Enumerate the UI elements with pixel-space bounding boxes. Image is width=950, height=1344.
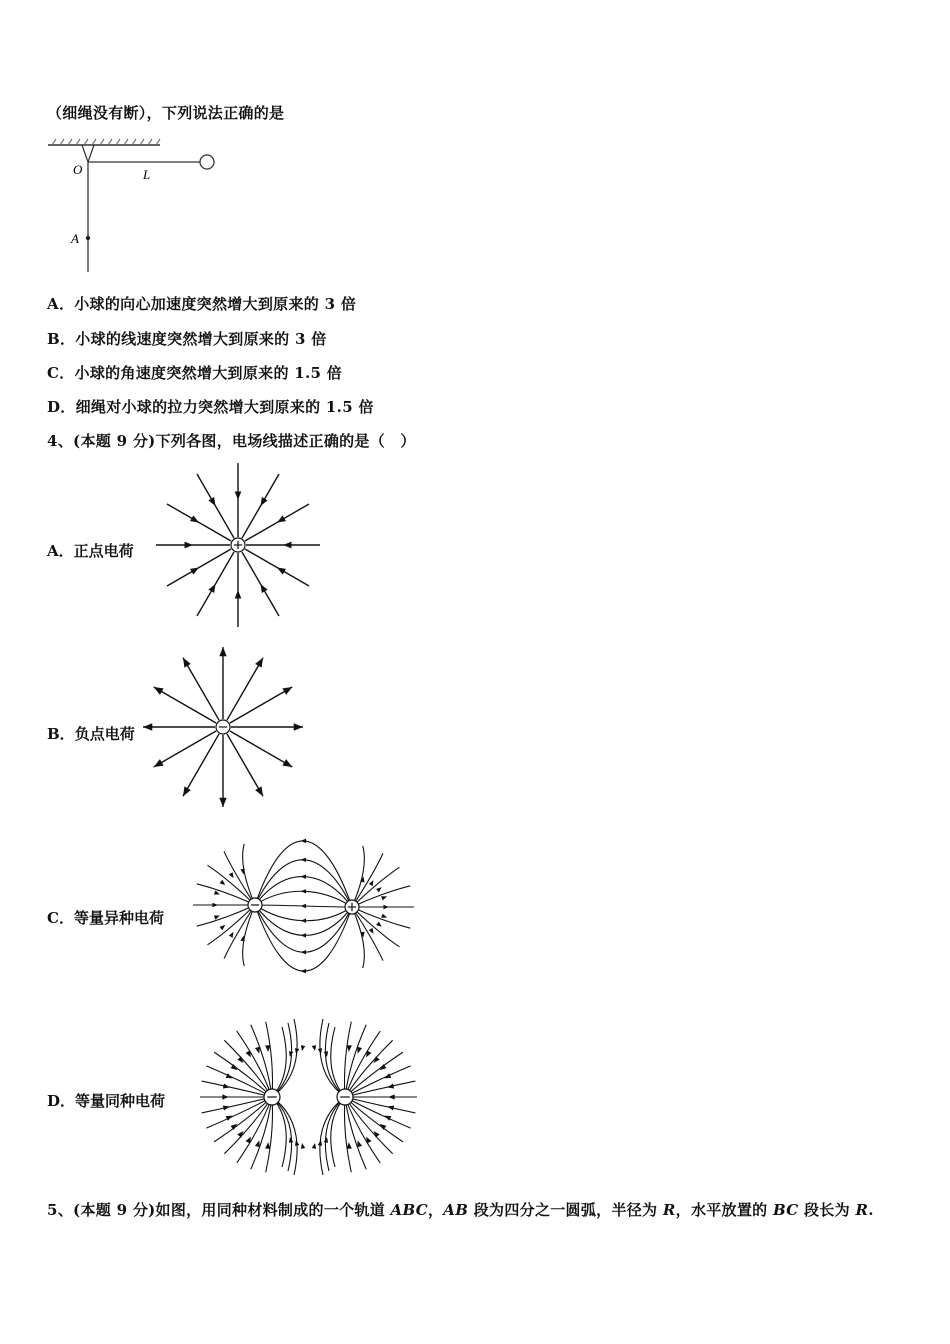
field-line <box>230 687 292 723</box>
field-line <box>242 474 279 538</box>
field-line <box>197 552 234 616</box>
arrowhead <box>154 759 164 767</box>
arrowhead <box>369 928 374 934</box>
arrowhead <box>366 1137 371 1144</box>
field-line <box>345 1097 380 1163</box>
q3-option-b <box>47 328 327 349</box>
field-line <box>352 907 383 961</box>
arrowhead <box>214 915 220 919</box>
positive-charge-field-diagram <box>155 462 325 630</box>
q4-option-a-label <box>47 540 134 561</box>
arrowhead <box>301 874 307 878</box>
arrowhead <box>376 887 382 892</box>
q5-text-1: (本题 9 分)如图，用同种材料制成的一个轨道 <box>73 1201 391 1219</box>
field-line <box>224 905 255 959</box>
arrowhead <box>384 1116 391 1121</box>
arrowhead <box>220 925 226 930</box>
arrowhead <box>283 542 291 549</box>
negative-charge-icon <box>337 1089 353 1105</box>
arrowhead <box>282 687 292 695</box>
field-line <box>167 549 231 586</box>
field-line <box>320 1019 345 1097</box>
field-line <box>325 1023 345 1097</box>
positive-charge-icon <box>345 900 359 914</box>
field-line <box>345 1031 380 1097</box>
arrowhead <box>301 839 307 843</box>
arrowhead <box>190 568 199 575</box>
option-text: 小球的角速度突然增大到原来的 1.5 倍 <box>74 364 343 382</box>
field-line <box>245 549 309 586</box>
arrowhead <box>381 896 387 900</box>
arrowhead <box>235 590 242 598</box>
field-line <box>197 905 255 926</box>
arrowhead <box>190 515 199 522</box>
field-line <box>272 1097 297 1175</box>
field-line <box>183 658 219 720</box>
arrowhead <box>265 1142 270 1149</box>
field-line <box>272 1023 292 1097</box>
arrowhead <box>277 515 286 522</box>
option-letter: A． <box>47 542 74 560</box>
field-line <box>154 687 216 723</box>
field-line <box>345 1081 415 1097</box>
negative-charge-icon <box>248 898 262 912</box>
option-letter: B． <box>47 725 75 743</box>
arrowhead <box>229 932 234 938</box>
option-text: 小球的线速度突然增大到原来的 3 倍 <box>75 330 327 348</box>
arrowhead <box>376 922 382 927</box>
question-text: (本题 9 分)下列各图，电场线描述正确的是（ ） <box>73 432 416 450</box>
q5-text-3: 段为四分之一圆弧，半径为 <box>468 1201 663 1219</box>
pendulum-diagram <box>40 135 230 280</box>
arrowhead <box>255 1140 260 1147</box>
q5-text-4: ，水平放置的 <box>675 1201 773 1219</box>
field-line <box>227 734 263 796</box>
field-line <box>255 905 352 952</box>
arrowhead <box>347 1045 352 1052</box>
arrowhead <box>226 1116 233 1121</box>
field-line <box>197 474 234 538</box>
arrowhead <box>312 1143 316 1149</box>
field-line <box>183 734 219 796</box>
arrowhead <box>301 1143 305 1149</box>
arrowhead <box>301 933 307 937</box>
arrowhead <box>294 723 303 730</box>
field-line <box>272 1097 292 1171</box>
field-line <box>331 1027 345 1097</box>
option-letter: B． <box>47 330 76 348</box>
field-line <box>352 907 410 928</box>
q3-option-a <box>47 293 356 314</box>
arrowhead <box>301 918 307 922</box>
arrowhead <box>219 798 226 807</box>
option-text: 细绳对小球的拉力突然增大到原来的 1.5 倍 <box>75 398 374 416</box>
arrowhead <box>208 497 215 506</box>
pendulum-label-o: O <box>73 162 83 177</box>
arrowhead <box>223 1105 230 1110</box>
q5-text-6: . <box>868 1201 874 1219</box>
field-line <box>344 1097 351 1172</box>
arrowhead <box>387 1105 394 1110</box>
arrowhead <box>219 647 226 656</box>
option-text: 正点电荷 <box>73 542 134 560</box>
field-line <box>272 1097 286 1167</box>
arrowhead <box>383 905 389 909</box>
arrowhead <box>208 584 215 593</box>
option-text: 小球的向心加速度突然增大到原来的 3 倍 <box>74 295 357 313</box>
field-line <box>206 1066 272 1097</box>
arrowhead <box>357 1047 362 1054</box>
field-line <box>197 884 255 905</box>
field-line <box>272 1019 297 1097</box>
arrowhead <box>223 1083 230 1088</box>
arrowhead <box>246 1050 251 1057</box>
q3-option-d <box>47 396 374 417</box>
q4-stem <box>47 430 416 451</box>
option-letter: C． <box>47 909 74 927</box>
arrowhead <box>301 969 307 973</box>
option-text: 等量同种电荷 <box>75 1092 166 1110</box>
q4-option-d-label <box>47 1090 165 1111</box>
option-letter: D． <box>47 398 76 416</box>
pendulum-label-l: L <box>143 167 151 182</box>
field-line <box>352 886 410 907</box>
q4-option-c-label <box>47 907 164 928</box>
arrowhead <box>229 872 234 878</box>
option-text: 等量异种电荷 <box>73 909 164 927</box>
arrowhead <box>357 1140 362 1147</box>
arrowhead <box>255 786 263 796</box>
field-line <box>154 731 216 767</box>
pendulum-label-a: A <box>71 231 79 246</box>
field-line <box>245 504 309 541</box>
field-line <box>202 1081 272 1097</box>
q5-var-r2: R <box>855 1201 869 1219</box>
arrowhead <box>312 1045 316 1051</box>
arrowhead <box>235 492 242 500</box>
arrowhead <box>255 658 263 668</box>
q5-var-ab: AB <box>443 1201 469 1219</box>
negative-charge-icon <box>216 720 230 734</box>
arrowhead <box>347 1142 352 1149</box>
field-line <box>242 552 279 616</box>
arrowhead <box>387 1083 394 1088</box>
like-charges-field-diagram <box>185 1013 430 1175</box>
q5-var-abc: ABC <box>390 1201 428 1219</box>
arrowhead <box>265 1045 270 1052</box>
arrowhead <box>261 584 268 593</box>
q5-stem <box>47 1199 874 1220</box>
arrowhead <box>261 497 268 506</box>
option-letter: C． <box>47 364 75 382</box>
arrowhead <box>282 759 292 767</box>
q5-var-r: R <box>662 1201 676 1219</box>
arrowhead <box>388 1094 395 1099</box>
field-line <box>325 1097 345 1171</box>
opposite-charges-field-diagram <box>185 838 425 978</box>
arrowhead <box>183 658 191 668</box>
arrowhead <box>366 1050 371 1057</box>
arrowhead <box>246 1137 251 1144</box>
field-line <box>230 731 292 767</box>
arrowhead <box>143 723 152 730</box>
q5-text-5: 段长为 <box>798 1201 856 1219</box>
arrowhead <box>384 1073 391 1078</box>
field-line <box>344 1022 351 1097</box>
q5-var-bc: BC <box>772 1201 799 1219</box>
arrowhead <box>185 542 193 549</box>
field-line <box>255 860 352 907</box>
field-line <box>345 1097 415 1113</box>
field-line <box>224 851 255 905</box>
arrowhead <box>212 903 218 907</box>
field-line <box>320 1097 345 1175</box>
q5-text-2: ， <box>427 1201 444 1219</box>
arrowhead <box>255 1047 260 1054</box>
field-line <box>345 1097 411 1128</box>
option-text: 负点电荷 <box>74 725 135 743</box>
arrowhead <box>301 889 307 893</box>
field-line <box>237 1097 272 1163</box>
intro-text: （细绳没有断），下列说法正确的是 <box>47 104 285 122</box>
field-line <box>227 658 263 720</box>
field-line <box>206 1097 272 1128</box>
field-line <box>266 1022 273 1097</box>
arrowhead <box>226 1073 233 1078</box>
field-line <box>266 1097 273 1172</box>
field-line <box>345 1066 411 1097</box>
arrowhead <box>301 858 307 862</box>
arrowhead <box>301 950 307 954</box>
field-line <box>202 1097 272 1113</box>
question-number: 5、 <box>47 1201 74 1219</box>
option-letter: A． <box>47 295 75 313</box>
field-line <box>167 504 231 541</box>
q4-option-b-label <box>47 723 135 744</box>
option-letter: D． <box>47 1092 76 1110</box>
negative-charge-icon <box>264 1089 280 1105</box>
arrowhead <box>214 890 220 894</box>
arrowhead <box>277 568 286 575</box>
arrowhead <box>301 1045 305 1051</box>
arrowhead <box>220 880 226 885</box>
field-line <box>237 1031 272 1097</box>
arrowhead <box>183 786 191 796</box>
field-line <box>331 1097 345 1167</box>
arrowhead <box>222 1094 229 1099</box>
arrowhead <box>301 904 307 908</box>
positive-charge-icon <box>231 538 245 552</box>
arrowhead <box>154 687 164 695</box>
question-number: 4、 <box>47 432 74 450</box>
arrowhead <box>381 914 387 918</box>
negative-charge-field-diagram <box>143 645 308 813</box>
q3-option-c <box>47 362 342 383</box>
field-line <box>272 1027 286 1097</box>
field-line <box>352 853 383 907</box>
arrowhead <box>369 880 374 886</box>
